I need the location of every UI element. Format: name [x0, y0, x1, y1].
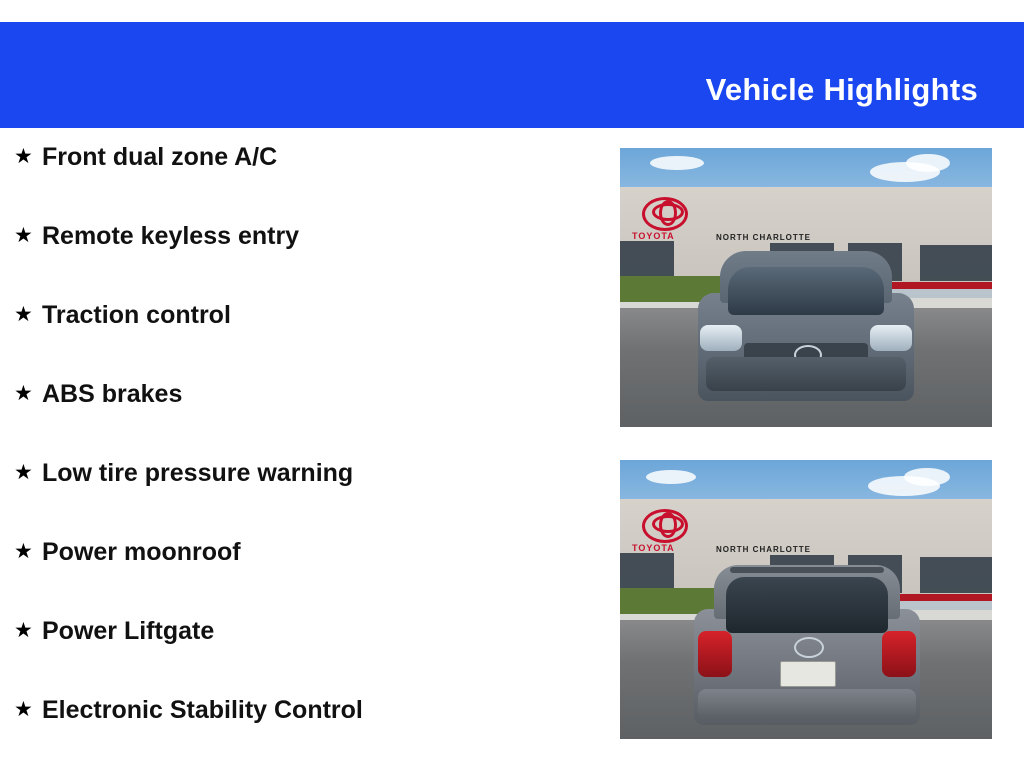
- toyota-logo-icon: [642, 509, 688, 543]
- star-icon: ★: [14, 224, 33, 247]
- list-item: [0, 456, 600, 535]
- list-item: [0, 614, 600, 693]
- star-icon: ★: [14, 303, 33, 326]
- feature-label: Front dual zone A/C: [42, 143, 278, 171]
- list-item: [0, 298, 600, 377]
- list-item: [0, 219, 600, 298]
- feature-label: Low tire pressure warning: [42, 459, 354, 487]
- building-window: [920, 245, 992, 281]
- star-icon: ★: [14, 540, 33, 563]
- dealership-scene: [620, 460, 992, 739]
- cloud-shape: [904, 468, 950, 486]
- cloud-shape: [650, 156, 704, 170]
- vehicle-rear-photo: [620, 460, 992, 739]
- feature-label: Power Liftgate: [42, 617, 215, 645]
- list-item: [0, 377, 600, 456]
- dealer-brand-label: TOYOTA: [632, 231, 675, 242]
- dealership-scene: [620, 148, 992, 427]
- star-icon: ★: [14, 382, 33, 405]
- star-icon: ★: [14, 619, 33, 642]
- vehicle-front-view: [698, 251, 914, 401]
- cloud-shape: [906, 154, 950, 172]
- vehicle-highlights-list: [0, 140, 600, 772]
- cloud-shape: [646, 470, 696, 484]
- page-title: Vehicle Highlights: [705, 72, 978, 107]
- feature-label: Power moonroof: [42, 538, 241, 566]
- dealer-name-label: NORTH CHARLOTTE: [716, 545, 811, 555]
- feature-label: Remote keyless entry: [42, 222, 300, 250]
- star-icon: ★: [14, 461, 33, 484]
- feature-label: Electronic Stability Control: [42, 696, 363, 724]
- toyota-logo-icon: [642, 197, 688, 231]
- building-window: [920, 557, 992, 593]
- vehicle-front-photo: [620, 148, 992, 427]
- feature-label: Traction control: [42, 301, 231, 329]
- feature-label: ABS brakes: [42, 380, 183, 408]
- list-item: [0, 693, 600, 772]
- dealer-brand-label: TOYOTA: [632, 543, 675, 554]
- star-icon: ★: [14, 145, 33, 168]
- list-item: [0, 535, 600, 614]
- list-item: [0, 140, 600, 219]
- star-icon: ★: [14, 698, 33, 721]
- vehicle-rear-view: [694, 565, 920, 725]
- header-bar: [0, 22, 1024, 128]
- dealer-name-label: NORTH CHARLOTTE: [716, 233, 811, 243]
